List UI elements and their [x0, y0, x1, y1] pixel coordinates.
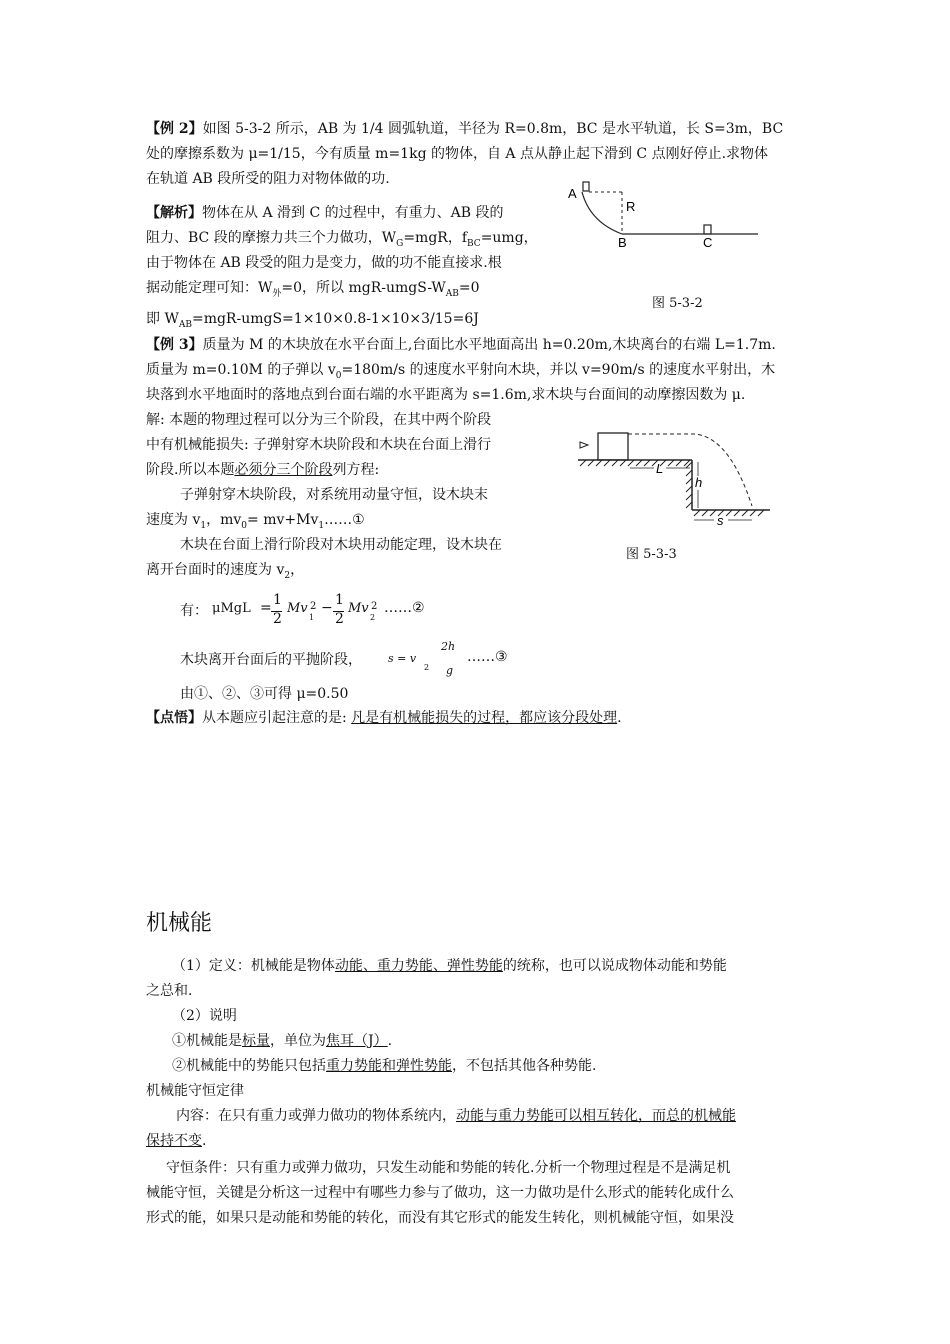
eq3-den: g [446, 664, 454, 677]
eq-frac1-den: 2 [273, 611, 282, 627]
sol-line-6: 木块在台面上滑行阶段对木块用动能定理，设木块在 [180, 537, 502, 553]
cond-line-1: 守恒条件：只有重力或弹力做功，只发生动能和势能的转化.分析一个物理过程是不是满足机 [166, 1160, 731, 1176]
fig533-ground-hatch [694, 510, 764, 516]
note1-mid: ，单位为 [270, 1033, 326, 1049]
ex2-analysis-1 [146, 202, 503, 224]
eq-mu-text: μMgL [212, 601, 251, 616]
result-text: =mgR-umgS=1×10×0.8-1×10×3/15=6J [191, 311, 479, 327]
note1-end: . [387, 1033, 393, 1049]
ex2-result [146, 308, 479, 336]
analysis-text-2: 阻力、BC 段的摩擦力共三个力做功，W [146, 230, 397, 246]
v1-sub-b: 1 [318, 521, 325, 531]
law2-underline: 保持不变 [146, 1133, 202, 1149]
ex2-analysis-3: 由于物体在 AB 段受的阻力是变力，做的功不能直接求.根 [146, 255, 502, 271]
ex2-label: 【例 2】 [146, 121, 203, 137]
fig533-label-h: h [695, 475, 703, 490]
ex3-line-1 [146, 334, 776, 356]
ex3-line-3: 块落到水平地面时的落地点到台面右端的水平距离为 s=1.6m,求木块与台面间的动摩擦因数为 μ. [146, 387, 746, 403]
sol-line-3 [146, 459, 379, 481]
eq-minus: − [321, 600, 333, 616]
eq-equals: = [260, 600, 272, 616]
eq-mu-mgl [212, 600, 251, 616]
tip-line [146, 707, 622, 729]
sol-line-1: 解: 本题的物理过程可以分为三个阶段，在其中两个阶段 [146, 412, 492, 428]
analysis-text-4c: =0 [458, 280, 480, 296]
fig532-label-r: R [626, 199, 636, 214]
ex2-line-2: 处的摩擦系数为 μ=1/15，今有质量 m=1kg 的物体，自 A 点从静止起下滑到 C 点刚好停止.求物体 [146, 146, 769, 162]
analysis-text-2c: =umg， [480, 230, 538, 246]
ex2-line-3: 在轨道 AB 段所受的阻力对物体做的功. [146, 171, 390, 187]
analysis-label: 【解析】 [146, 205, 202, 221]
fig533-block [598, 433, 628, 460]
sol-line-2: 中有机械能损失: 子弹射穿木块阶段和木块在台面上滑行 [146, 437, 492, 453]
mech-def-line-1 [172, 955, 727, 977]
eq3-sub: 2 [424, 663, 430, 672]
fig532-label-c: C [703, 235, 713, 248]
eq3-s-v: s = v [388, 652, 417, 665]
mech-note-2 [172, 1055, 596, 1077]
fig533-edge-hatch [686, 462, 692, 508]
section-title: 机械能 [146, 911, 213, 936]
sol-3-pre: 阶段.所以本题 [146, 462, 235, 478]
tip-label: 【点悟】 [146, 710, 202, 726]
fig532-label-b: B [618, 235, 627, 248]
note2-pre: ②机械能中的势能只包括 [172, 1058, 326, 1074]
v0-sub-b: 0 [241, 521, 248, 531]
ex3-text-2b: =180m/s 的速度水平射向木块，并以 v=90m/s 的速度水平射出，木 [341, 362, 776, 378]
ex2-analysis-2 [146, 227, 538, 255]
note1-pre: ①机械能是 [172, 1033, 242, 1049]
sol-7-end: ， [290, 562, 305, 578]
w-wai-sub: 外 [272, 289, 282, 299]
law1-underline: 动能与重力势能可以相互转化，而总的机械能 [456, 1108, 736, 1124]
sol-3-underline: 必须分三个阶段 [234, 462, 333, 478]
v1-sub: 1 [200, 521, 207, 531]
fbc-sub: BC [467, 239, 481, 249]
sol-result: 由①、②、③可得 μ=0.50 [180, 686, 349, 702]
sol-line-5 [146, 509, 365, 537]
ex2-line-1 [146, 118, 783, 140]
v2-sub: 2 [284, 571, 291, 581]
tip-end: . [617, 710, 622, 726]
mech-note-title: （2）说明 [172, 1008, 237, 1024]
sol-line-4: 子弹射穿木块阶段，对系统用动量守恒，设木块末 [180, 487, 488, 503]
fig532-block-c [704, 225, 711, 234]
eq-mv2-exp: 2 [371, 601, 378, 612]
fig533-label-l: L [656, 461, 664, 476]
fig532-block-a [583, 182, 589, 191]
fig532-label-a: A [568, 186, 577, 201]
tip-underline: 凡是有机械能损失的过程，都应该分段处理 [351, 710, 618, 726]
analysis-text-2b: =mgR，f [403, 230, 468, 246]
cond-line-3: 形式的能，如果只是动能和势能的转化，而没有其它形式的能发生转化，则机械能守恒，如果没 [146, 1210, 734, 1226]
tip-pre: 从本题应引起注意的是: [202, 710, 352, 726]
fig533-trajectory [628, 434, 752, 506]
eq-tag-2: ……② [384, 600, 425, 616]
sol-5-mid2: = mv+Mv [247, 512, 319, 528]
wab-sub: AB [445, 289, 459, 299]
ex3-text-1: 质量为 M 的木块放在水平台面上,台面比水平地面高出 h=0.20m,木块离台的右端 L=1.7m. [202, 337, 776, 353]
wg-sub: G [396, 239, 404, 249]
ex2-analysis-4 [146, 277, 479, 305]
sol-3-post: 列方程: [332, 462, 380, 478]
eq-mv2: Mv [348, 601, 369, 616]
sol-5-mid: ，mv [206, 512, 242, 528]
fig533-caption: 图 5-3-3 [626, 547, 677, 562]
note1-scalar: 标量 [242, 1033, 270, 1049]
def-underline: 动能、重力势能、弹性势能 [334, 958, 503, 974]
eq-lead: 有： [180, 603, 208, 619]
law-content-2 [146, 1130, 206, 1152]
eq-mv1: Mv [287, 601, 308, 616]
def-post: 的统称，也可以说成物体动能和势能 [502, 958, 727, 974]
sol-5-pre: 速度为 v [146, 512, 201, 528]
sol-7-pre: 离开台面时的速度为 v [146, 562, 285, 578]
eq-mv1-exp: 2 [310, 601, 317, 612]
sol-line-8: 木块离开台面后的平抛阶段， [180, 652, 362, 668]
mech-note-1 [172, 1030, 392, 1052]
fig533-label-s: s [717, 513, 724, 528]
figure-5-3-3 [574, 426, 774, 532]
note2-post: ，不包括其他各种势能. [452, 1058, 597, 1074]
fig533-bullet [580, 442, 588, 448]
sol-5-end: ……① [324, 512, 365, 528]
ex3-label: 【例 3】 [146, 337, 203, 353]
v0-sub: 0 [335, 371, 342, 381]
fig533-table-hatch [580, 460, 690, 466]
result-sub: AB [178, 320, 192, 330]
law2-end: . [202, 1133, 207, 1149]
ex3-line-2 [146, 359, 775, 387]
eq-mv1-sub: 1 [309, 613, 315, 622]
analysis-text-4: 据动能定理可知：W [146, 280, 273, 296]
cond-line-2: 械能守恒，关键是分析这一过程中有哪些力参与了做功，这一力做功是什么形式的能转化成什么 [146, 1185, 734, 1201]
eq-frac2-den: 2 [335, 611, 344, 627]
fig532-arc [582, 192, 622, 234]
eq-frac1-num: 1 [273, 592, 282, 608]
note1-unit: 焦耳（J） [326, 1033, 388, 1049]
def-pre: （1）定义：机械能是物体 [172, 958, 335, 974]
mech-def-line-2: 之总和. [146, 983, 193, 999]
eq-mv2-sub: 2 [370, 613, 376, 622]
ex3-text-2: 质量为 m=0.10M 的子弹以 v [146, 362, 336, 378]
note2-underline: 重力势能和弹性势能 [326, 1058, 452, 1074]
ex2-text-1: 如图 5-3-2 所示，AB 为 1/4 圆弧轨道，半径为 R=0.8m，BC 是水平轨道，长 S=3m，BC [202, 121, 784, 137]
law1-pre: 内容：在只有重力或弹力做功的物体系统内， [176, 1108, 456, 1124]
fig532-caption: 图 5-3-2 [652, 296, 703, 311]
eq3-num: 2h [441, 640, 456, 653]
sol-line-7 [146, 559, 304, 587]
analysis-text-1: 物体在从 A 滑到 C 的过程中，有重力、AB 段的 [202, 205, 504, 221]
eq-frac2-num: 1 [335, 592, 344, 608]
figure-5-3-2 [560, 178, 770, 248]
law-content-1 [176, 1105, 736, 1127]
law-title: 机械能守恒定律 [146, 1083, 244, 1099]
eq-tag-3: ……③ [467, 649, 508, 665]
result-pre: 即 W [146, 311, 179, 327]
analysis-text-4b: =0，所以 mgR-umgS-W [281, 280, 446, 296]
